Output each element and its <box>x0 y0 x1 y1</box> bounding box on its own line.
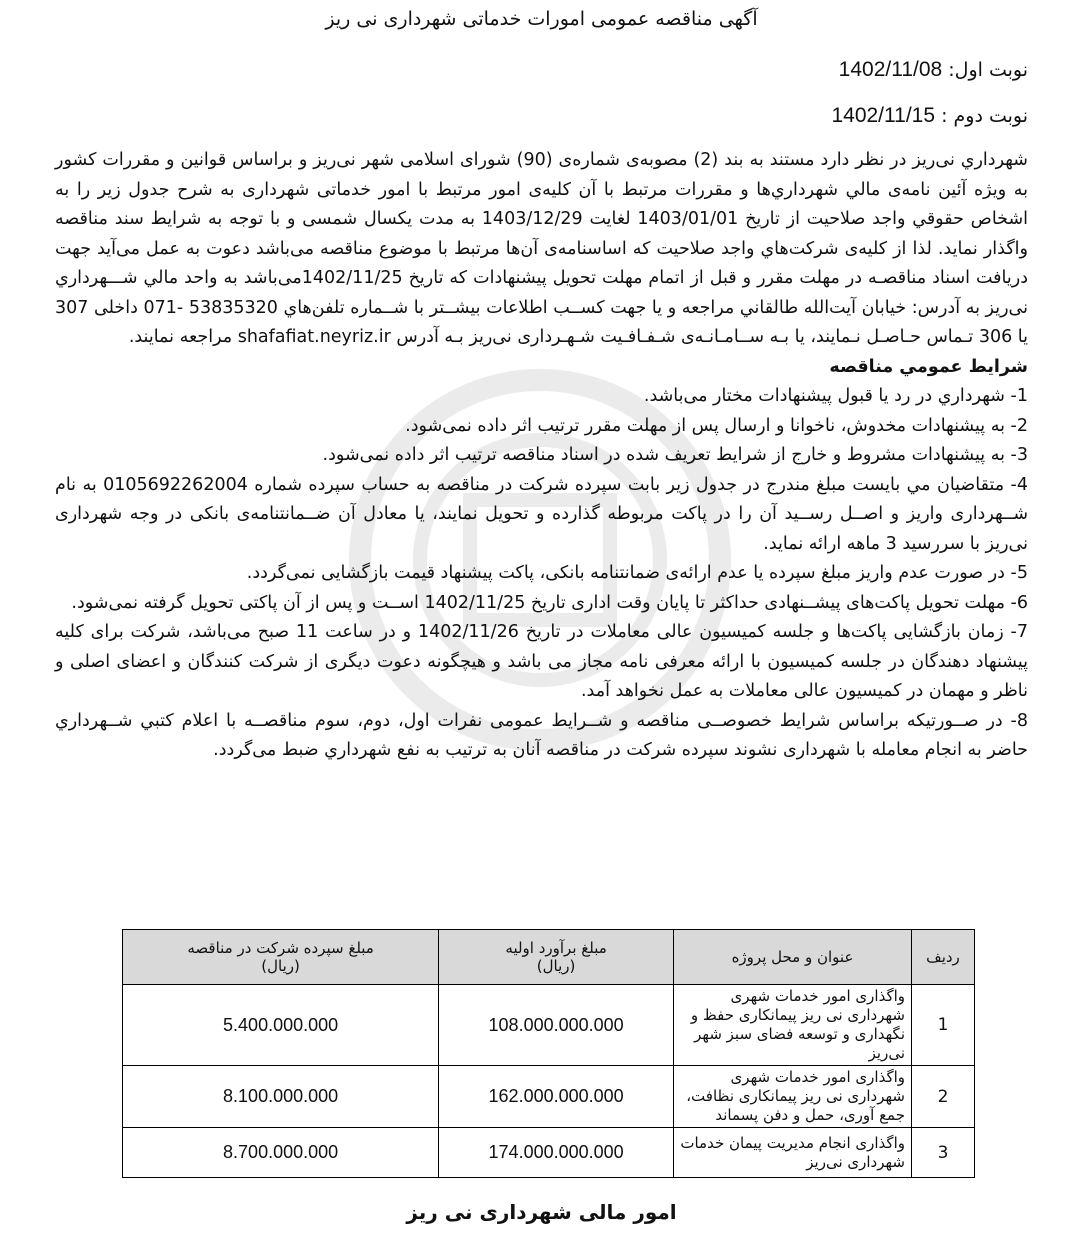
row-number: 3 <box>912 1128 975 1178</box>
condition-item: 1- شهرداري در رد یا قبول پیشنهادات مختار می‌باشد. <box>643 386 1028 406</box>
intro-paragraph: شهرداري نی‌ریز در نظر دارد مستند به بند (2) مصوبه‌ی شماره‌ی (90) شورای اسلامی شهر نی‌ریز و براساس قوانین و مقررات کشور به ویژه آئین نامه‌ی مالي شهرداري‌ها و مقررات مرتبط با آن کلیه‌ی امور مرتبط با امور خدماتی شهرداری به شرح جدول زیر را به اشخاص حقوقي واجد صلاحیت از تاریخ 1403/01/01 لغایت 1403/12/29 به مدت یکسال شمسی و با توجه به شرایط سند مناقصه واگذار نماید. لذا از کلیه‌ی شرکت‌هاي واجد صلاحیت که اساسنامه‌ی آن‌ها مرتبط با موضوع مناقصه می‌باشد دعوت به عمل می‌آید جهت دریافت اسناد مناقصـه در مهلت مقرر و قبل از اتمام مهلت تحویل پیشنهادات که تاریخ 1402/11/25می‌باشد به واحد مالي شـــهرداري نی‌ریز به آدرس: خیابان آیت‌الله طالقاني مراجعه و یا جهت کســب اطلاعات بیشــتر با شــماره تلفن‌هاي 53835320 -071 داخلی 307 یا 306 تـماس حـاصـل نـمایند، یا بـه ســامـانـه‌ی شـفـافـیت شـهـرداری نی‌ریز بـه آدرس shafafiat.neyriz.ir مراجعه نمایند. <box>55 150 1028 347</box>
row-number: 2 <box>912 1066 975 1128</box>
estimate-amount: 108.000.000.000 <box>439 985 674 1066</box>
header-estimate <box>439 930 674 985</box>
table-header-row <box>123 930 975 985</box>
header-deposit-unit: (ریال) <box>261 957 300 975</box>
condition-item: 2- به پیشنهادات مخدوش، ناخوانا و ارسال پس از مهلت مقرر ترتیب اثر داده نمی‌شود. <box>405 415 1028 436</box>
header-row-number: ردیف <box>912 930 975 985</box>
header-deposit <box>123 930 439 985</box>
deposit-amount: 8.100.000.000 <box>123 1066 439 1128</box>
second-round-label: نوبت دوم : <box>941 105 1028 127</box>
header-estimate-label: مبلغ برآورد اولیه <box>505 939 607 957</box>
header-estimate-unit: (ریال) <box>536 957 576 975</box>
project-title: واگذاری امور خدمات شهری شهرداری نی ریز پیمانکاری حفظ و نگهداری و توسعه فضای سبز شهر نی‌ریز <box>674 985 912 1066</box>
estimate-amount: 162.000.000.000 <box>439 1066 674 1128</box>
first-round <box>839 58 1028 82</box>
notice-body <box>55 146 1028 766</box>
condition-item: 4- متقاضیان مي بایست مبلغ مندرج در جدول زیر بابت سپرده شرکت در مناقصه به حساب سپرده شماره 0105692262004 به نام شــهرداری واریز و اصــل رســید آن را در پاکت مربوطه گذارده و تحویل نمایند، یا معادل آن ضــمانتنامه‌ی بانکی در وجه شهرداری نی‌ریز با سررسید 3 ماهه ارائه نماید. <box>55 474 1028 554</box>
table-row <box>123 985 975 1066</box>
condition-item: 3- به پیشنهادات مشروط و خارج از شرایط تعریف شده در اسناد مناقصه ترتیب اثر داده نمی‌شود. <box>322 445 1028 465</box>
deposit-amount: 5.400.000.000 <box>123 985 439 1066</box>
header-project-title: عنوان و محل پروژه <box>674 930 912 985</box>
header-deposit-label: مبلغ سپرده شرکت در مناقصه <box>187 939 374 957</box>
row-number: 1 <box>912 985 975 1066</box>
estimate-amount: 174.000.000.000 <box>439 1128 674 1178</box>
table-row <box>123 1128 975 1178</box>
first-round-date: 1402/11/08 <box>838 58 943 81</box>
deposit-amount: 8.700.000.000 <box>123 1128 439 1178</box>
condition-item: 8- در صــورتیکه براساس شرایط خصوصــی مناقصه و شــرایط عمومی نفرات اول، دوم، سوم مناقصــه با اعلام کتبي شــهرداري حاضر به انجام معامله با شهرداری نشوند سپرده شرکت در مناقصه آنان به ترتیب به نفع شهرداري ضبط می‌گردد. <box>55 710 1028 760</box>
notice-title: آگهی مناقصه عمومی امورات خدماتی شهرداری نی ریز <box>325 8 758 30</box>
condition-item: 6- مهلت تحویل پاکت‌های پیشــنهادی حداکثر تا پایان وقت اداری تاریخ 1402/11/25 اســت و پس از آن پاکتی تحویل گرفته نمی‌شود. <box>71 592 1028 613</box>
project-title: واگذاری امور خدمات شهری شهرداری نی ریز پیمانکاری نظافت، جمع آوری، حمل و دفن پسماند <box>674 1066 912 1128</box>
table-row <box>123 1066 975 1128</box>
second-round <box>831 104 1028 128</box>
second-round-date: 1402/11/15 <box>831 104 936 127</box>
conditions-title: شرایط عمومي مناقصه <box>829 356 1028 377</box>
condition-item: 7- زمان بازگشایی پاکت‌ها و جلسه کمیسیون عالی معاملات در تاریخ 1402/11/26 و در ساعت 11 صبح می‌باشد، شرکت برای کلیه پیشنهاد دهندگان در جلسه کمیسیون با ارائه معرفی نامه مجاز می باشد و هیچگونه دعوت دیگری از شرکت کنندگان و اعضای اصلی و ناظر و مهمان در کمیسیون عالی معاملات به عمل نخواهد آمد. <box>55 622 1028 701</box>
first-round-label: نوبت اول: <box>948 59 1028 81</box>
tender-table <box>122 929 975 1178</box>
project-title: واگذاری انجام مدیریت پیمان خدمات شهرداری نی‌ریز <box>674 1128 912 1178</box>
signature-footer: امور مالی شهرداری نی ریز <box>406 1200 677 1224</box>
condition-item: 5- در صورت عدم واریز مبلغ سپرده یا عدم ارائه‌ی ضمانتنامه بانکی، پاکت پیشنهاد قیمت بازگشایی نمی‌گردد. <box>246 563 1028 583</box>
